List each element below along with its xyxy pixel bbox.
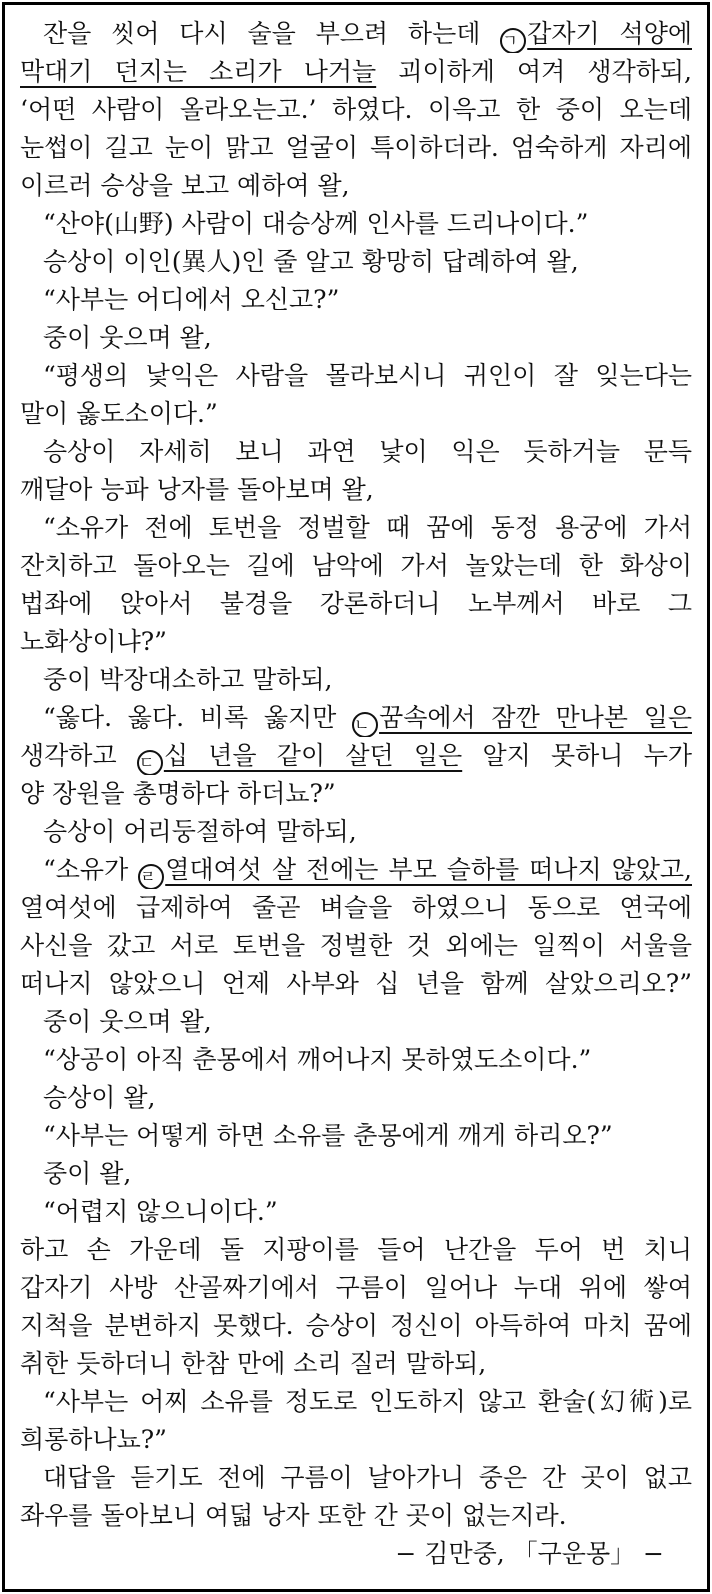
text-run: 승상이 왈, [43, 1083, 156, 1112]
text-run: 알지 못하니 누가 [462, 741, 692, 770]
text-run: ‘어떤 사람이 올라오는고.’ 하였다. 이윽고 한 중이 오는데 [20, 95, 692, 124]
text-line [20, 129, 692, 167]
text-run: 승상이 자세히 보니 과연 낯이 익은 듯하거늘 문득 [43, 437, 692, 466]
circled-marker: ㄱ [500, 28, 526, 53]
text-run: 사신을 갔고 서로 토번을 정벌한 것 외에는 일찍이 서울을 [20, 931, 692, 960]
text-run: 잔치하고 돌아오는 길에 남악에 가서 놀았는데 한 화상이 [20, 551, 692, 580]
underlined-text: 막대기 던지는 소리가 나거늘 [20, 57, 377, 86]
text-line [20, 1155, 692, 1193]
text-line [20, 851, 692, 889]
text-run: 잔을 씻어 다시 술을 부으려 하는데 [43, 19, 501, 48]
text-run: 중이 박장대소하고 말하되, [43, 665, 333, 694]
underlined-text: 갑자기 석양에 [527, 19, 692, 48]
text-run: “사부는 어떻게 하면 소유를 춘몽에게 깨게 하리오?” [43, 1121, 613, 1150]
underlined-text: 꿈속에서 잠깐 만나본 일은 [379, 703, 692, 732]
text-line [20, 1345, 692, 1383]
text-line [20, 1117, 692, 1155]
circled-marker: ㄹ [138, 864, 164, 889]
text-run: 중이 웃으며 왈, [43, 323, 212, 352]
underlined-text: 열대여섯 살 전에는 부모 슬하를 떠나지 않았고, [165, 855, 692, 884]
text-line [20, 1231, 692, 1269]
circled-marker: ㄷ [137, 750, 163, 775]
text-line [20, 433, 692, 471]
text-line [20, 737, 692, 775]
text-run: “옳다. 옳다. 비록 옳지만 [43, 703, 353, 732]
text-run: “어렵지 않으니이다.” [43, 1197, 278, 1226]
text-run: 승상이 이인(異人)인 줄 알고 황망히 답례하여 왈, [43, 247, 579, 276]
text-line [20, 813, 692, 851]
text-line [20, 471, 692, 509]
text-run: “사부는 어찌 소유를 정도로 인도하지 않고 환술(幻術)로 [43, 1387, 692, 1416]
attribution [20, 1535, 692, 1573]
text-run: “평생의 낯익은 사람을 몰라보시니 귀인이 잘 잊는다는 [43, 361, 692, 390]
passage-text [20, 15, 692, 1573]
text-run: 이르러 승상을 보고 예하여 왈, [20, 171, 350, 200]
text-line [20, 243, 692, 281]
text-line [20, 1307, 692, 1345]
text-run: 대답을 듣기도 전에 구름이 날아가니 중은 간 곳이 없고 [43, 1463, 692, 1492]
text-run: 갑자기 사방 산골짜기에서 구름이 일어나 누대 위에 쌓여 [20, 1273, 692, 1302]
text-line [20, 1041, 692, 1079]
text-run: 눈썹이 길고 눈이 맑고 얼굴이 특이하더라. 엄숙하게 자리에 [20, 133, 692, 162]
text-run: 생각하고 [20, 741, 137, 770]
text-run: 지척을 분변하지 못했다. 승상이 정신이 아득하여 마치 꿈에 [20, 1311, 692, 1340]
text-run: 노화상이냐?” [20, 627, 167, 656]
text-run: 중이 왈, [43, 1159, 132, 1188]
text-run: 취한 듯하더니 한참 만에 소리 질러 말하되, [20, 1349, 487, 1378]
text-line [20, 319, 692, 357]
circled-marker: ㄴ [352, 712, 378, 737]
text-line [20, 585, 692, 623]
text-line [20, 357, 692, 395]
text-run: 떠나지 않았으니 언제 사부와 십 년을 함께 살았으리오?” [20, 969, 692, 998]
text-line [20, 1193, 692, 1231]
text-line [20, 547, 692, 585]
text-line [20, 395, 692, 433]
text-line [20, 889, 692, 927]
text-line [20, 1269, 692, 1307]
text-run: 하고 손 가운데 돌 지팡이를 들어 난간을 두어 번 치니 [20, 1235, 692, 1264]
text-line [20, 661, 692, 699]
text-line [20, 205, 692, 243]
text-line [20, 1383, 692, 1421]
text-run: “상공이 아직 춘몽에서 깨어나지 못하였도소이다.” [43, 1045, 592, 1074]
text-line [20, 509, 692, 547]
text-line [20, 965, 692, 1003]
text-run: 승상이 어리둥절하여 말하되, [43, 817, 357, 846]
text-run: 양 장원을 총명하다 하더뇨?” [20, 779, 336, 808]
text-run: 깨달아 능파 낭자를 돌아보며 왈, [20, 475, 374, 504]
text-line [20, 1421, 692, 1459]
text-run: 중이 웃으며 왈, [43, 1007, 212, 1036]
text-line [20, 927, 692, 965]
text-line [20, 1079, 692, 1117]
text-run: − 김만중, 「구운몽」 − [395, 1539, 664, 1568]
text-line [20, 15, 692, 53]
text-run: “소유가 전에 토번을 정벌할 때 꿈에 동정 용궁에 가서 [43, 513, 692, 542]
text-run: 희롱하나뇨?” [20, 1425, 167, 1454]
text-line [20, 281, 692, 319]
passage-box [2, 2, 710, 1592]
text-run: 법좌에 앉아서 불경을 강론하더니 노부께서 바로 그 [20, 589, 692, 618]
text-line [20, 699, 692, 737]
text-run: “사부는 어디에서 오신고?” [43, 285, 340, 314]
text-run: “소유가 [43, 855, 139, 884]
text-line [20, 53, 692, 91]
text-line [20, 1003, 692, 1041]
text-run: 말이 옳도소이다.” [20, 399, 218, 428]
text-run: “산야(山野) 사람이 대승상께 인사를 드리나이다.” [43, 209, 589, 238]
text-line [20, 91, 692, 129]
underlined-text: 십 년을 같이 살던 일은 [163, 741, 463, 770]
text-line [20, 1459, 692, 1497]
text-line [20, 623, 692, 661]
text-line [20, 167, 692, 205]
text-line [20, 775, 692, 813]
text-line [20, 1497, 692, 1535]
text-run: 괴이하게 여겨 생각하되, [376, 57, 692, 86]
text-run: 좌우를 돌아보니 여덟 낭자 또한 간 곳이 없는지라. [20, 1501, 567, 1530]
text-run: 열여섯에 급제하여 줄곧 벼슬을 하였으니 동으로 연국에 [20, 893, 692, 922]
